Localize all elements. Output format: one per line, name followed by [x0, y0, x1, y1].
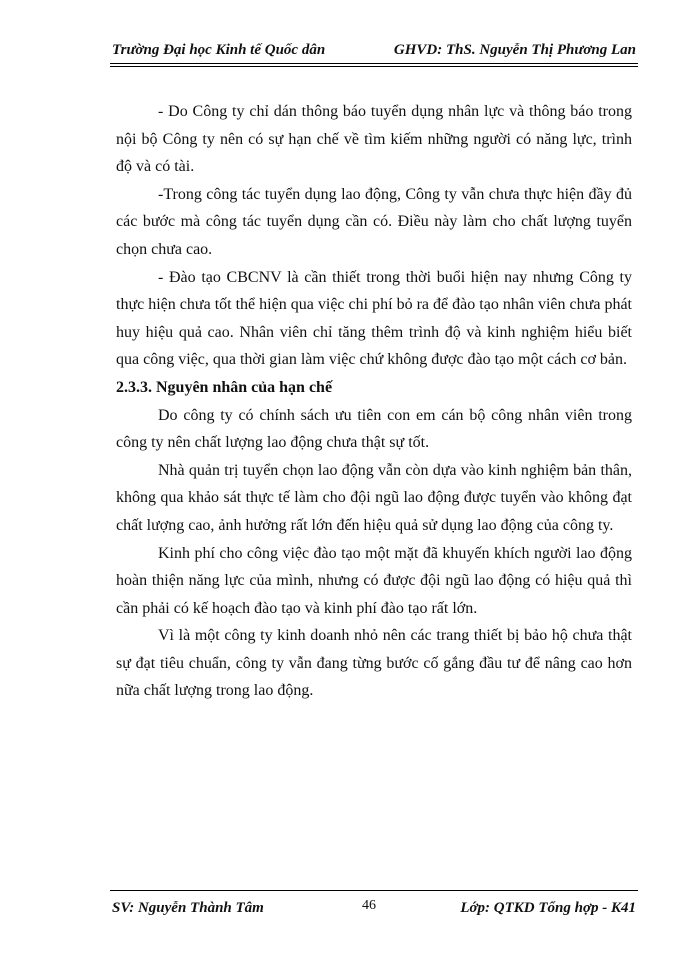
header-rule [110, 63, 638, 64]
footer-student: SV: Nguyễn Thành Tâm [112, 900, 264, 916]
paragraph: Do công ty có chính sách ưu tiên con em cán bộ công nhân viên trong công ty nên chất lượng lao động chưa thật sự tốt. [116, 406, 632, 452]
header-school: Trường Đại học Kinh tế Quốc dân [112, 42, 326, 58]
page-body [116, 98, 632, 705]
section-heading: 2.3.3. Nguyên nhân của hạn chế [116, 378, 333, 396]
footer-class: Lớp: QTKD Tổng hợp - K41 [460, 900, 636, 916]
header-advisor: GHVD: ThS. Nguyễn Thị Phương Lan [393, 42, 636, 58]
paragraph: Kinh phí cho công việc đào tạo một mặt đã khuyến khích người lao động hoàn thiện năng lực của mình, nhưng có được đội ngũ lao động có hiệu quả thì cần phải có kế hoạch đào tạo và kinh phí đào tạo rất lớn. [116, 544, 632, 617]
page-header [112, 42, 636, 59]
page-number: 46 [362, 898, 376, 913]
paragraph: - Do Công ty chỉ dán thông báo tuyển dụng nhân lực và thông báo trong nội bộ Công ty nên có sự hạn chế về tìm kiếm những người có năng lực, trình độ và có tài. [116, 103, 632, 176]
footer-rule [110, 890, 638, 891]
page-footer [112, 900, 636, 920]
header-rule-thin [110, 66, 638, 67]
paragraph: - Đào tạo CBCNV là cần thiết trong thời buổi hiện nay nhưng Công ty thực hiện chưa tốt thể hiện qua việc chi phí bỏ ra để đào tạo nhân viên chưa phát huy hiệu quả cao. Nhân viên chỉ tăng thêm trình độ và kinh nghiệm hiểu biết qua công việc, qua thời gian làm việc chứ không được đào tạo một cách cơ bản. [116, 268, 632, 369]
paragraph: Nhà quản trị tuyển chọn lao động vẫn còn dựa vào kinh nghiệm bản thân, không qua khảo sát thực tế làm cho đội ngũ lao động được tuyển vào không đạt chất lượng cao, ảnh hưởng rất lớn đến hiệu quả sử dụng lao động của công ty. [116, 461, 632, 534]
paragraph: Vì là một công ty kinh doanh nhỏ nên các trang thiết bị bảo hộ chưa thật sự đạt tiêu chuẩn, công ty vẫn đang từng bước cố gắng đầu tư để nâng cao hơn nữa chất lượng trong lao động. [116, 627, 632, 700]
paragraph: -Trong công tác tuyển dụng lao động, Công ty vẫn chưa thực hiện đầy đủ các bước mà công tác tuyển dụng cần có. Điều này làm cho chất lượng tuyển chọn chưa cao. [116, 185, 632, 258]
